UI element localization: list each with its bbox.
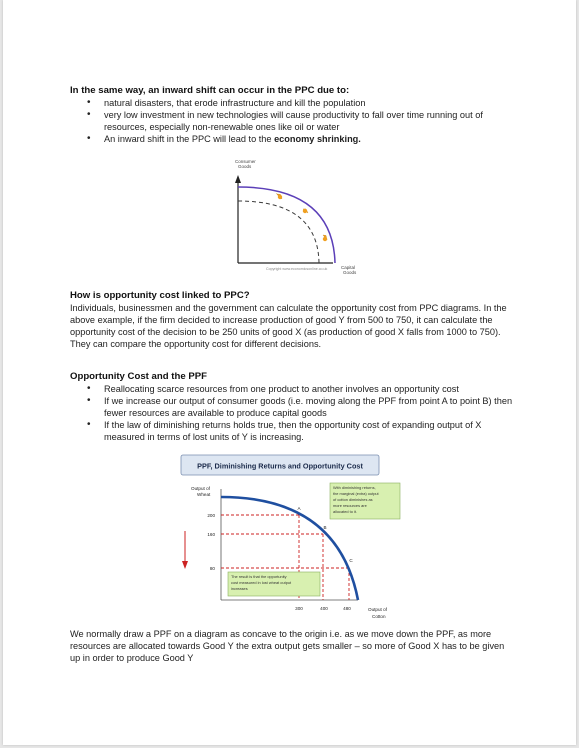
- y-axis-arrowhead: [235, 175, 241, 183]
- section-heading-opportunity-cost-ppc: How is opportunity cost linked to PPC?: [70, 290, 250, 301]
- point-label-c: C: [349, 558, 353, 563]
- x-tick-label: 480: [343, 606, 351, 611]
- y-tick-label: 200: [207, 513, 215, 518]
- closing-paragraph: We normally draw a PPF on a diagram as concave to the origin i.e. as we move down the PPF, as more resources are allocated towards Good Y the extra output gets smaller – so more of Good X has to be given up in order to produce Good Y: [70, 629, 505, 663]
- y-tick-label: 80: [209, 566, 215, 571]
- document-page: [3, 0, 576, 745]
- section-heading-opportunity-cost-ppf: Opportunity Cost and the PPF: [70, 371, 207, 382]
- x-axis-label-line1: Output of: [368, 607, 387, 612]
- outer-ppc-curve: [238, 187, 335, 263]
- copyright-text: Copyright www.economicsonline.co.uk: [266, 267, 328, 271]
- inward-shift-list: [70, 97, 520, 145]
- list-item: [70, 133, 520, 145]
- note-line: more resources are: [333, 503, 367, 508]
- x-tick-label: 400: [320, 606, 328, 611]
- x-axis-label-line1: Capital: [341, 265, 356, 270]
- x-tick-label: 300: [295, 606, 303, 611]
- y-tick-label: 160: [207, 532, 215, 537]
- note-line: The result is that the opportunity: [231, 574, 287, 579]
- list-item: • If the law of diminishing returns holds true, then the opportunity cost of expanding output of X measured in terms of lost units of Y is increasing.: [70, 419, 520, 443]
- arrow-icon: [278, 195, 282, 199]
- point-label-b: B: [323, 525, 327, 530]
- list-item: • very low investment in new technologies will cause productivity to fall over time running out of resources, especially non-renewable ones like oil or water: [70, 109, 520, 133]
- bullet-bold-text: economy shrinking.: [274, 134, 361, 144]
- section-heading-inward-shift: In the same way, an inward shift can occur in the PPC due to:: [70, 85, 350, 96]
- list-item: • If we increase our output of consumer goods (i.e. moving along the PPF from point A to point B) then fewer resources are available to produce capital goods: [70, 395, 520, 419]
- note-line: of cotton diminishes as: [333, 497, 373, 502]
- opportunity-cost-paragraph: Individuals, businessmen and the government can calculate the opportunity cost from PPC diagrams. In the above example, if the firm decided to increase production of good Y from 500 to 750, it can calculate the opportunity cost of the decision to be 250 units of good X (as production of good X falls from 1000 to 750). They can compare the opportunity cost for different decisions.: [70, 303, 507, 349]
- list-item: • Reallocating scarce resources from one product to another involves an opportunity cost: [70, 383, 520, 395]
- note-line: the marginal (extra) output: [333, 491, 379, 496]
- y-axis-label-line2: Wheat: [197, 492, 211, 497]
- downward-arrow-icon: [182, 561, 188, 569]
- list-item: • natural disasters, that erode infrastructure and kill the population: [70, 97, 520, 109]
- ppf-diminishing-returns-diagram: [173, 453, 413, 625]
- point-label-a: A: [297, 506, 301, 511]
- y-axis-label-line2: Goods: [238, 164, 252, 169]
- ppc-inward-shift-diagram: [223, 155, 368, 280]
- x-axis-label-line2: Goods: [343, 270, 357, 275]
- note-line: increases: [231, 586, 248, 591]
- opportunity-cost-ppf-list: [70, 383, 520, 443]
- note-line: allocated to it.: [333, 509, 358, 514]
- bullet-text: An inward shift in the PPC will lead to the: [104, 134, 275, 144]
- note-line: cost measured in lost wheat output: [231, 580, 292, 585]
- y-axis-label-line1: Consumer: [235, 159, 256, 164]
- y-axis-label-line1: Output of: [191, 486, 210, 491]
- note-line: With diminishing returns,: [333, 485, 376, 490]
- diagram-title: PPF, Diminishing Returns and Opportunity Cost: [197, 461, 363, 471]
- arrow-icon: [303, 209, 307, 213]
- x-axis-label-line2: Cotton: [372, 614, 386, 619]
- arrow-icon: [323, 237, 327, 241]
